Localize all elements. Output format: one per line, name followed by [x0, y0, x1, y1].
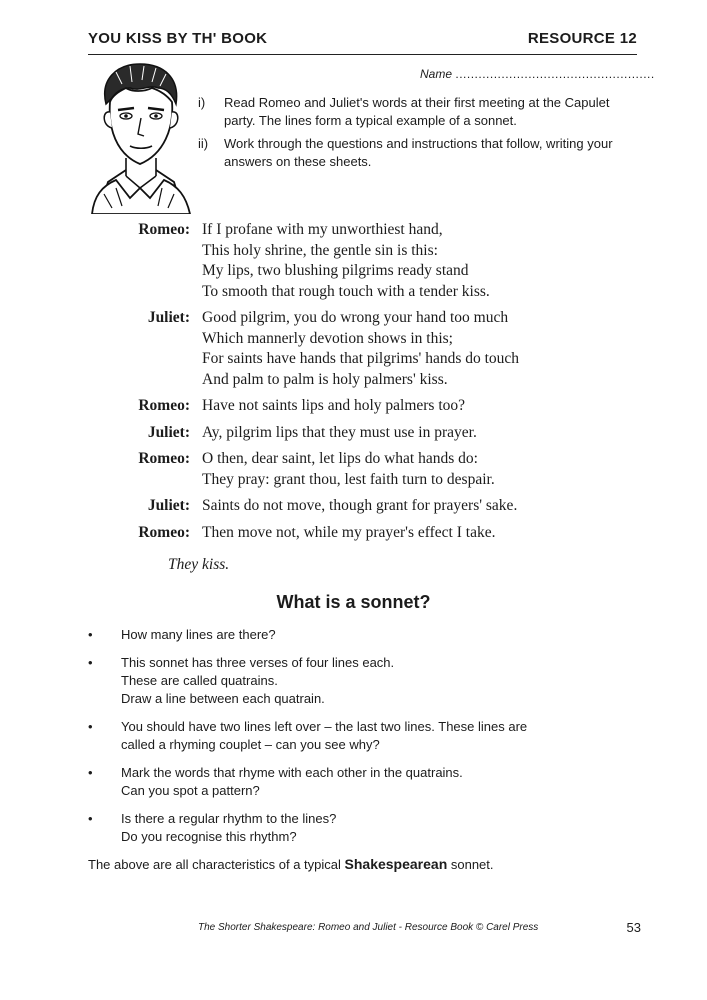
speech-romeo-4	[100, 523, 620, 544]
summary-text-end: sonnet.	[447, 857, 494, 872]
list-item	[88, 718, 628, 754]
question-line: Draw a line between each quatrain.	[121, 691, 325, 706]
page-header	[88, 30, 637, 55]
worksheet-title: YOU KISS BY TH' BOOK	[88, 30, 268, 47]
list-item	[88, 764, 628, 800]
resource-label: RESOURCE 12	[527, 30, 637, 47]
bullet-icon: •	[88, 655, 93, 670]
verse-line: Ay, pilgrim lips that they must use in prayer.	[202, 423, 477, 441]
question-line: Can you spot a pattern?	[121, 783, 260, 798]
speech-juliet-1	[100, 308, 620, 390]
footer-credit: The Shorter Shakespeare: Romeo and Juliet - Resource Book © Carel Press	[198, 922, 539, 933]
summary-text: The above are all characteristics of a typical	[88, 857, 345, 872]
verse-line: Which mannerly devotion shows in this;	[202, 329, 453, 347]
speaker-name: Romeo:	[138, 221, 190, 238]
verse-line: O then, dear saint, let lips do what hands do:	[202, 450, 478, 467]
verse-line: And palm to palm is holy palmers' kiss.	[202, 370, 448, 388]
question-line: This sonnet has three verses of four lines each.	[121, 655, 395, 670]
verse-line: If I profane with my unworthiest hand,	[202, 221, 443, 238]
stage-direction: They kiss.	[168, 556, 230, 573]
verse-line: They pray: grant thou, lest faith turn to despair.	[202, 470, 495, 488]
speaker-name: Romeo:	[138, 523, 190, 541]
instruction-item	[198, 135, 638, 171]
question-line: Is there a regular rhythm to the lines?	[121, 811, 337, 826]
speech-romeo-2	[100, 396, 620, 417]
speaker-name: Juliet:	[147, 423, 190, 441]
bullet-icon: •	[88, 719, 93, 734]
instruction-text: Read Romeo and Juliet's words at their first meeting at the Capulet party. The lines form a typical example of a sonnet.	[224, 95, 610, 128]
verse-line: This holy shrine, the gentle sin is this:	[202, 241, 438, 259]
speech-romeo-3	[100, 449, 620, 490]
question-line: You should have two lines left over – the last two lines. These lines are	[121, 719, 528, 734]
instruction-item	[198, 94, 638, 130]
sonnet-dialogue	[100, 220, 620, 576]
verse-line: My lips, two blushing pilgrims ready stand	[202, 262, 469, 279]
bullet-icon: •	[88, 811, 93, 826]
list-item	[88, 654, 628, 708]
speaker-name: Romeo:	[138, 397, 190, 414]
question-list	[88, 626, 628, 856]
list-item	[88, 810, 628, 846]
summary-statement	[88, 856, 494, 872]
list-item	[88, 626, 628, 644]
verse-line: Then move not, while my prayer's effect I take.	[202, 523, 496, 541]
question-line: These are called quatrains.	[121, 673, 278, 688]
speaker-name: Juliet:	[147, 309, 190, 326]
name-dotted-line: ....................................................	[455, 67, 655, 81]
instruction-text: Work through the questions and instructions that follow, writing your answers on these sheets.	[224, 136, 613, 169]
bullet-icon: •	[88, 627, 93, 642]
question-line: Mark the words that rhyme with each other in the quatrains.	[121, 765, 463, 780]
verse-line: Have not saints lips and holy palmers too?	[202, 397, 466, 414]
instruction-number: i)	[198, 95, 206, 110]
bullet-icon: •	[88, 765, 93, 780]
instructions-list	[198, 94, 638, 176]
instruction-number: ii)	[198, 136, 209, 151]
section-heading: What is a sonnet?	[276, 592, 431, 612]
verse-line: For saints have hands that pilgrims' hands do touch	[202, 350, 520, 367]
verse-line: To smooth that rough touch with a tender kiss.	[202, 282, 490, 300]
speaker-name: Romeo:	[138, 450, 190, 467]
verse-line: Saints do not move, though grant for prayers' sake.	[202, 497, 518, 514]
speech-juliet-2	[100, 423, 620, 444]
page-number: 53	[626, 920, 641, 935]
speaker-name: Juliet:	[147, 497, 190, 514]
speech-romeo-1	[100, 220, 620, 302]
romeo-portrait-illustration	[86, 58, 194, 214]
question-line: How many lines are there?	[121, 627, 276, 642]
question-line: called a rhyming couplet – can you see why?	[121, 737, 380, 752]
question-line: Do you recognise this rhythm?	[121, 829, 297, 844]
summary-emphasis: Shakespearean	[344, 856, 448, 872]
name-label: Name	[420, 67, 453, 81]
name-field[interactable]	[420, 67, 655, 81]
speech-juliet-3	[100, 496, 620, 517]
verse-line: Good pilgrim, you do wrong your hand too much	[202, 309, 509, 326]
